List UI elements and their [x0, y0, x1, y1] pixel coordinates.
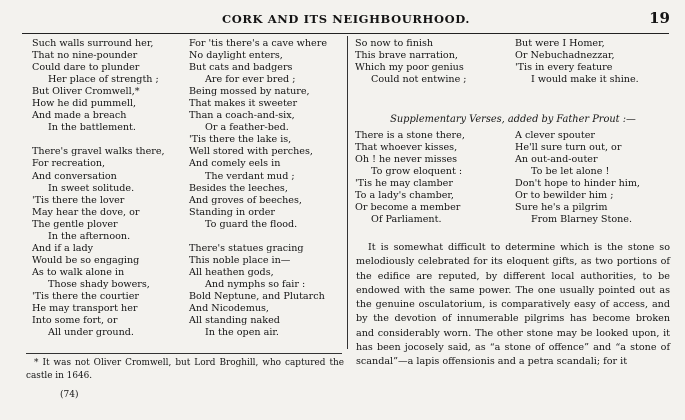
verse-column-1: [32, 38, 165, 339]
verse-line: Which my poor genius: [355, 62, 464, 74]
verse-line: 'Tis in every feature: [515, 62, 613, 74]
verse-line: But were I Homer,: [515, 38, 605, 49]
verse-line: There's statues gracing: [189, 242, 304, 254]
page-number: 19: [649, 9, 670, 27]
verse-line: Would be so engaging: [32, 254, 140, 266]
verse-line: That whoever kisses,: [355, 142, 458, 154]
verse-line: I would make it shine.: [531, 74, 639, 86]
verse-line: This noble place in—: [189, 254, 291, 266]
verse-line: Oh ! he never misses: [355, 154, 458, 166]
verse-line: From Blarney Stone.: [531, 214, 633, 226]
verse-line: Into some fort, or: [32, 315, 118, 327]
verse-line: To a lady's chamber,: [355, 190, 454, 202]
verse-line: And Nicodemus,: [189, 303, 269, 315]
verse-line: To grow eloquent :: [371, 166, 463, 178]
verse-line: Besides the leeches,: [189, 182, 288, 194]
verse-line: Could not entwine ;: [371, 74, 467, 86]
verse-line: He may transport her: [32, 303, 138, 315]
verse-line: In the battlement.: [48, 122, 136, 134]
verse-line: The verdant mud ;: [205, 170, 295, 182]
verse-line: So now to finish: [355, 38, 434, 49]
verse-line: But Oliver Cromwell,*: [32, 86, 140, 98]
verse-line: 'Tis there the lover: [32, 194, 125, 206]
supplementary-verses-heading: Supplementary Verses, added by Father Prout :—: [390, 114, 636, 125]
footnote-rule: [26, 353, 342, 354]
verse-line: Or a feather-bed.: [205, 122, 289, 134]
verse-line: Are for ever bred ;: [205, 74, 296, 86]
verse-line: There is a stone there,: [355, 130, 465, 141]
verse-line: Those shady bowers,: [48, 278, 150, 290]
verse-line: And made a breach: [32, 110, 127, 122]
footnote-text: * It was not Oliver Cromwell, but Lord Broghill, who captured the castle in 1646.: [26, 358, 344, 381]
verse-line: 'Tis there the courtier: [32, 290, 139, 302]
running-header: [22, 9, 670, 32]
verse-line: The gentle plover: [32, 218, 118, 230]
verse-line: But cats and badgers: [189, 62, 293, 74]
footnote: [26, 357, 344, 382]
verse-line: That no nine-pounder: [32, 50, 138, 62]
verse-line: All standing naked: [189, 315, 280, 327]
verse-line: A clever spouter: [515, 130, 595, 141]
verse-line: Could dare to plunder: [32, 62, 140, 74]
verse-column-4-top: [515, 38, 639, 86]
verse-line: In the afternoon.: [48, 230, 131, 242]
verse-column-4-bottom: [515, 130, 640, 226]
column-divider: [347, 36, 348, 349]
verse-line: And comely eels in: [189, 158, 281, 170]
verse-line: He'll sure turn out, or: [515, 142, 622, 154]
verse-line: All heathen gods,: [189, 266, 274, 278]
verse-line: An out-and-outer: [515, 154, 598, 166]
verse-line: All under ground.: [48, 327, 134, 339]
verse-line: To guard the flood.: [205, 218, 298, 230]
verse-line: For recreation,: [32, 158, 106, 170]
verse-line: 'Tis there the lake is,: [189, 134, 292, 146]
running-title: CORK AND ITS NEIGHBOURHOOD.: [222, 12, 470, 26]
verse-line: Than a coach-and-six,: [189, 110, 295, 122]
verse-line: Of Parliament.: [371, 214, 442, 226]
verse-line: And groves of beeches,: [189, 194, 302, 206]
verse-line: Don't hope to hinder him,: [515, 178, 640, 190]
verse-line: Being mossed by nature,: [189, 86, 310, 98]
stanza-break: [32, 134, 165, 146]
verse-line: Or become a member: [355, 202, 461, 214]
verse-line: In sweet solitude.: [48, 182, 135, 194]
verse-line: As to walk alone in: [32, 266, 125, 278]
verse-line: And nymphs so fair :: [205, 278, 306, 290]
prose-text: It is somewhat difficult to determine which is the stone so melodiously celebrated for its eloquent gifts, as two portions of the edifice are reputed, by different local authorities, to be endowed with the same power. The one usually pointed out as the genuine osculatorium, is comparatively easy of access, and by the devotion of innumerable pilgrims has become broken and considerably worn. The other stone may be looked upon, it has been jocosely said, as “a stone of offence” and “a stone of scandal”—a lapis offensionis and a petra scandali; for it: [356, 242, 670, 368]
verse-line: Bold Neptune, and Plutarch: [189, 290, 325, 302]
verse-column-3-top: [355, 38, 467, 86]
verse-column-2: [189, 38, 327, 339]
stanza-break: [189, 231, 327, 243]
verse-line: To be let alone !: [531, 166, 610, 178]
verse-line: And conversation: [32, 170, 117, 182]
verse-line: Her place of strength ;: [48, 74, 159, 86]
prose-paragraph: [356, 241, 670, 370]
verse-line: Standing in order: [189, 206, 275, 218]
verse-line: Such walls surround her,: [32, 38, 154, 49]
verse-line: There's gravel walks there,: [32, 146, 165, 158]
verse-line: No daylight enters,: [189, 50, 283, 62]
verse-column-3-bottom: [355, 130, 465, 226]
verse-line: In the open air.: [205, 327, 279, 339]
verse-line: How he did pummell,: [32, 98, 137, 110]
verse-line: And if a lady: [32, 242, 94, 254]
verse-line: Or Nebuchadnezzar,: [515, 50, 615, 62]
verse-line: This brave narration,: [355, 50, 458, 62]
verse-line: 'Tis he may clamber: [355, 178, 453, 190]
signature-mark: (74): [60, 390, 79, 400]
verse-line: That makes it sweeter: [189, 98, 298, 110]
verse-line: Well stored with perches,: [189, 146, 313, 158]
header-rule: [22, 33, 669, 34]
verse-line: For 'tis there's a cave where: [189, 38, 328, 49]
verse-line: Or to bewilder him ;: [515, 190, 614, 202]
verse-line: May hear the dove, or: [32, 206, 140, 218]
verse-line: Sure he's a pilgrim: [515, 202, 608, 214]
